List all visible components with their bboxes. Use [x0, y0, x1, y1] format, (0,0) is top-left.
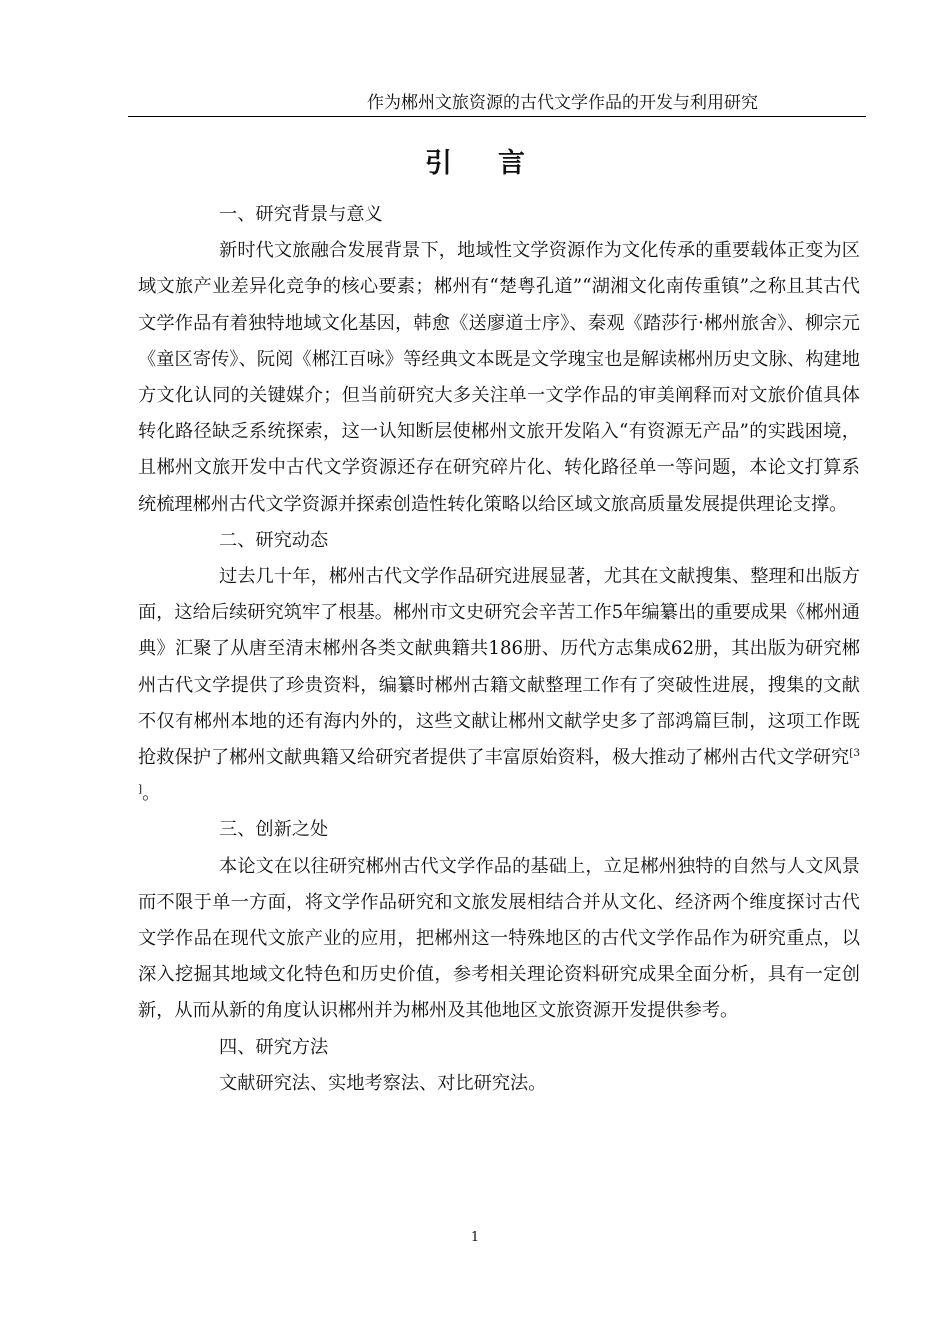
page-number: 1 — [470, 1230, 480, 1245]
paragraph-research-status — [138, 559, 860, 812]
page-title: 引言 — [425, 148, 571, 179]
paragraph-innovation: 本论文在以往研究郴州古代文学作品的基础上，立足郴州独特的自然与人文风景而不限于单一方面，将文学作品研究和文旅发展相结合并从文化、经济两个维度探讨古代文学作品在现代文旅产业的应用，把郴州这一特殊地区的古代文学作品作为研究重点，以深入挖掘其地域文化特色和历史价值，参考相关理论资料研究成果全面分析，具有一定创新，从而从新的角度认识郴州并为郴州及其他地区文旅资源开发提供参考。 — [138, 855, 860, 1022]
paragraph-research-status-text: 过去几十年，郴州古代文学作品研究进展显著，尤其在文献搜集、整理和出版方面，这给后续研究筑牢了根基。郴州市文史研究会辛苦工作5年编纂出的重要成果《郴州通典》汇聚了从唐至清末郴州各类文献典籍共186册、历代方志集成62册，其出版为研究郴州古代文学提供了珍贵资料，编纂时郴州古籍文献整理工作有了突破性进展，搜集的文献不仅有郴州本地的还有海内外的，这些文献让郴州文献学史多了部鸿篇巨制，这项工作既抢救保护了郴州文献典籍又给研究者提供了丰富原始资料，极大推动了郴州古代文学研究 — [138, 566, 860, 769]
paragraph-methods: 文献研究法、实地考察法、对比研究法。 — [219, 1072, 547, 1094]
paragraph-research-status-end: 。 — [142, 783, 161, 805]
document-body — [138, 197, 860, 1102]
section-heading-research-status: 二、研究动态 — [219, 529, 329, 551]
paragraph-background: 新时代文旅融合发展背景下，地域性文学资源作为文化传承的重要载体正变为区域文旅产业差异化竞争的核心要素；郴州有“楚粤孔道”“湖湘文化南传重镇”之称且其古代文学作品有着独特地域文化基因，韩愈《送廖道士序》、秦观《踏莎行·郴州旅舍》、柳宗元《童区寄传》、阮阅《郴江百咏》等经典文本既是文学瑰宝也是解读郴州历史文脉、构建地方文化认同的关键媒介；但当前研究大多关注单一文学作品的审美阐释而对文旅价值具体转化路径缺乏系统探索，这一认知断层使郴州文旅开发陷入“有资源无产品”的实践困境，且郴州文旅开发中古代文学资源还存在研究碎片化、转化路径单一等问题，本论文打算系统梳理郴州古代文学资源并探索创造性转化策略以给区域文旅高质量发展提供理论支撑。 — [138, 240, 860, 515]
citation-marker: [3] — [138, 747, 860, 796]
running-header-title: 作为郴州文旅资源的古代文学作品的开发与利用研究 — [367, 93, 758, 113]
section-heading-innovation: 三、创新之处 — [219, 819, 329, 841]
running-header — [128, 92, 866, 117]
section-heading-background: 一、研究背景与意义 — [219, 204, 383, 225]
section-heading-methods: 四、研究方法 — [219, 1036, 329, 1058]
